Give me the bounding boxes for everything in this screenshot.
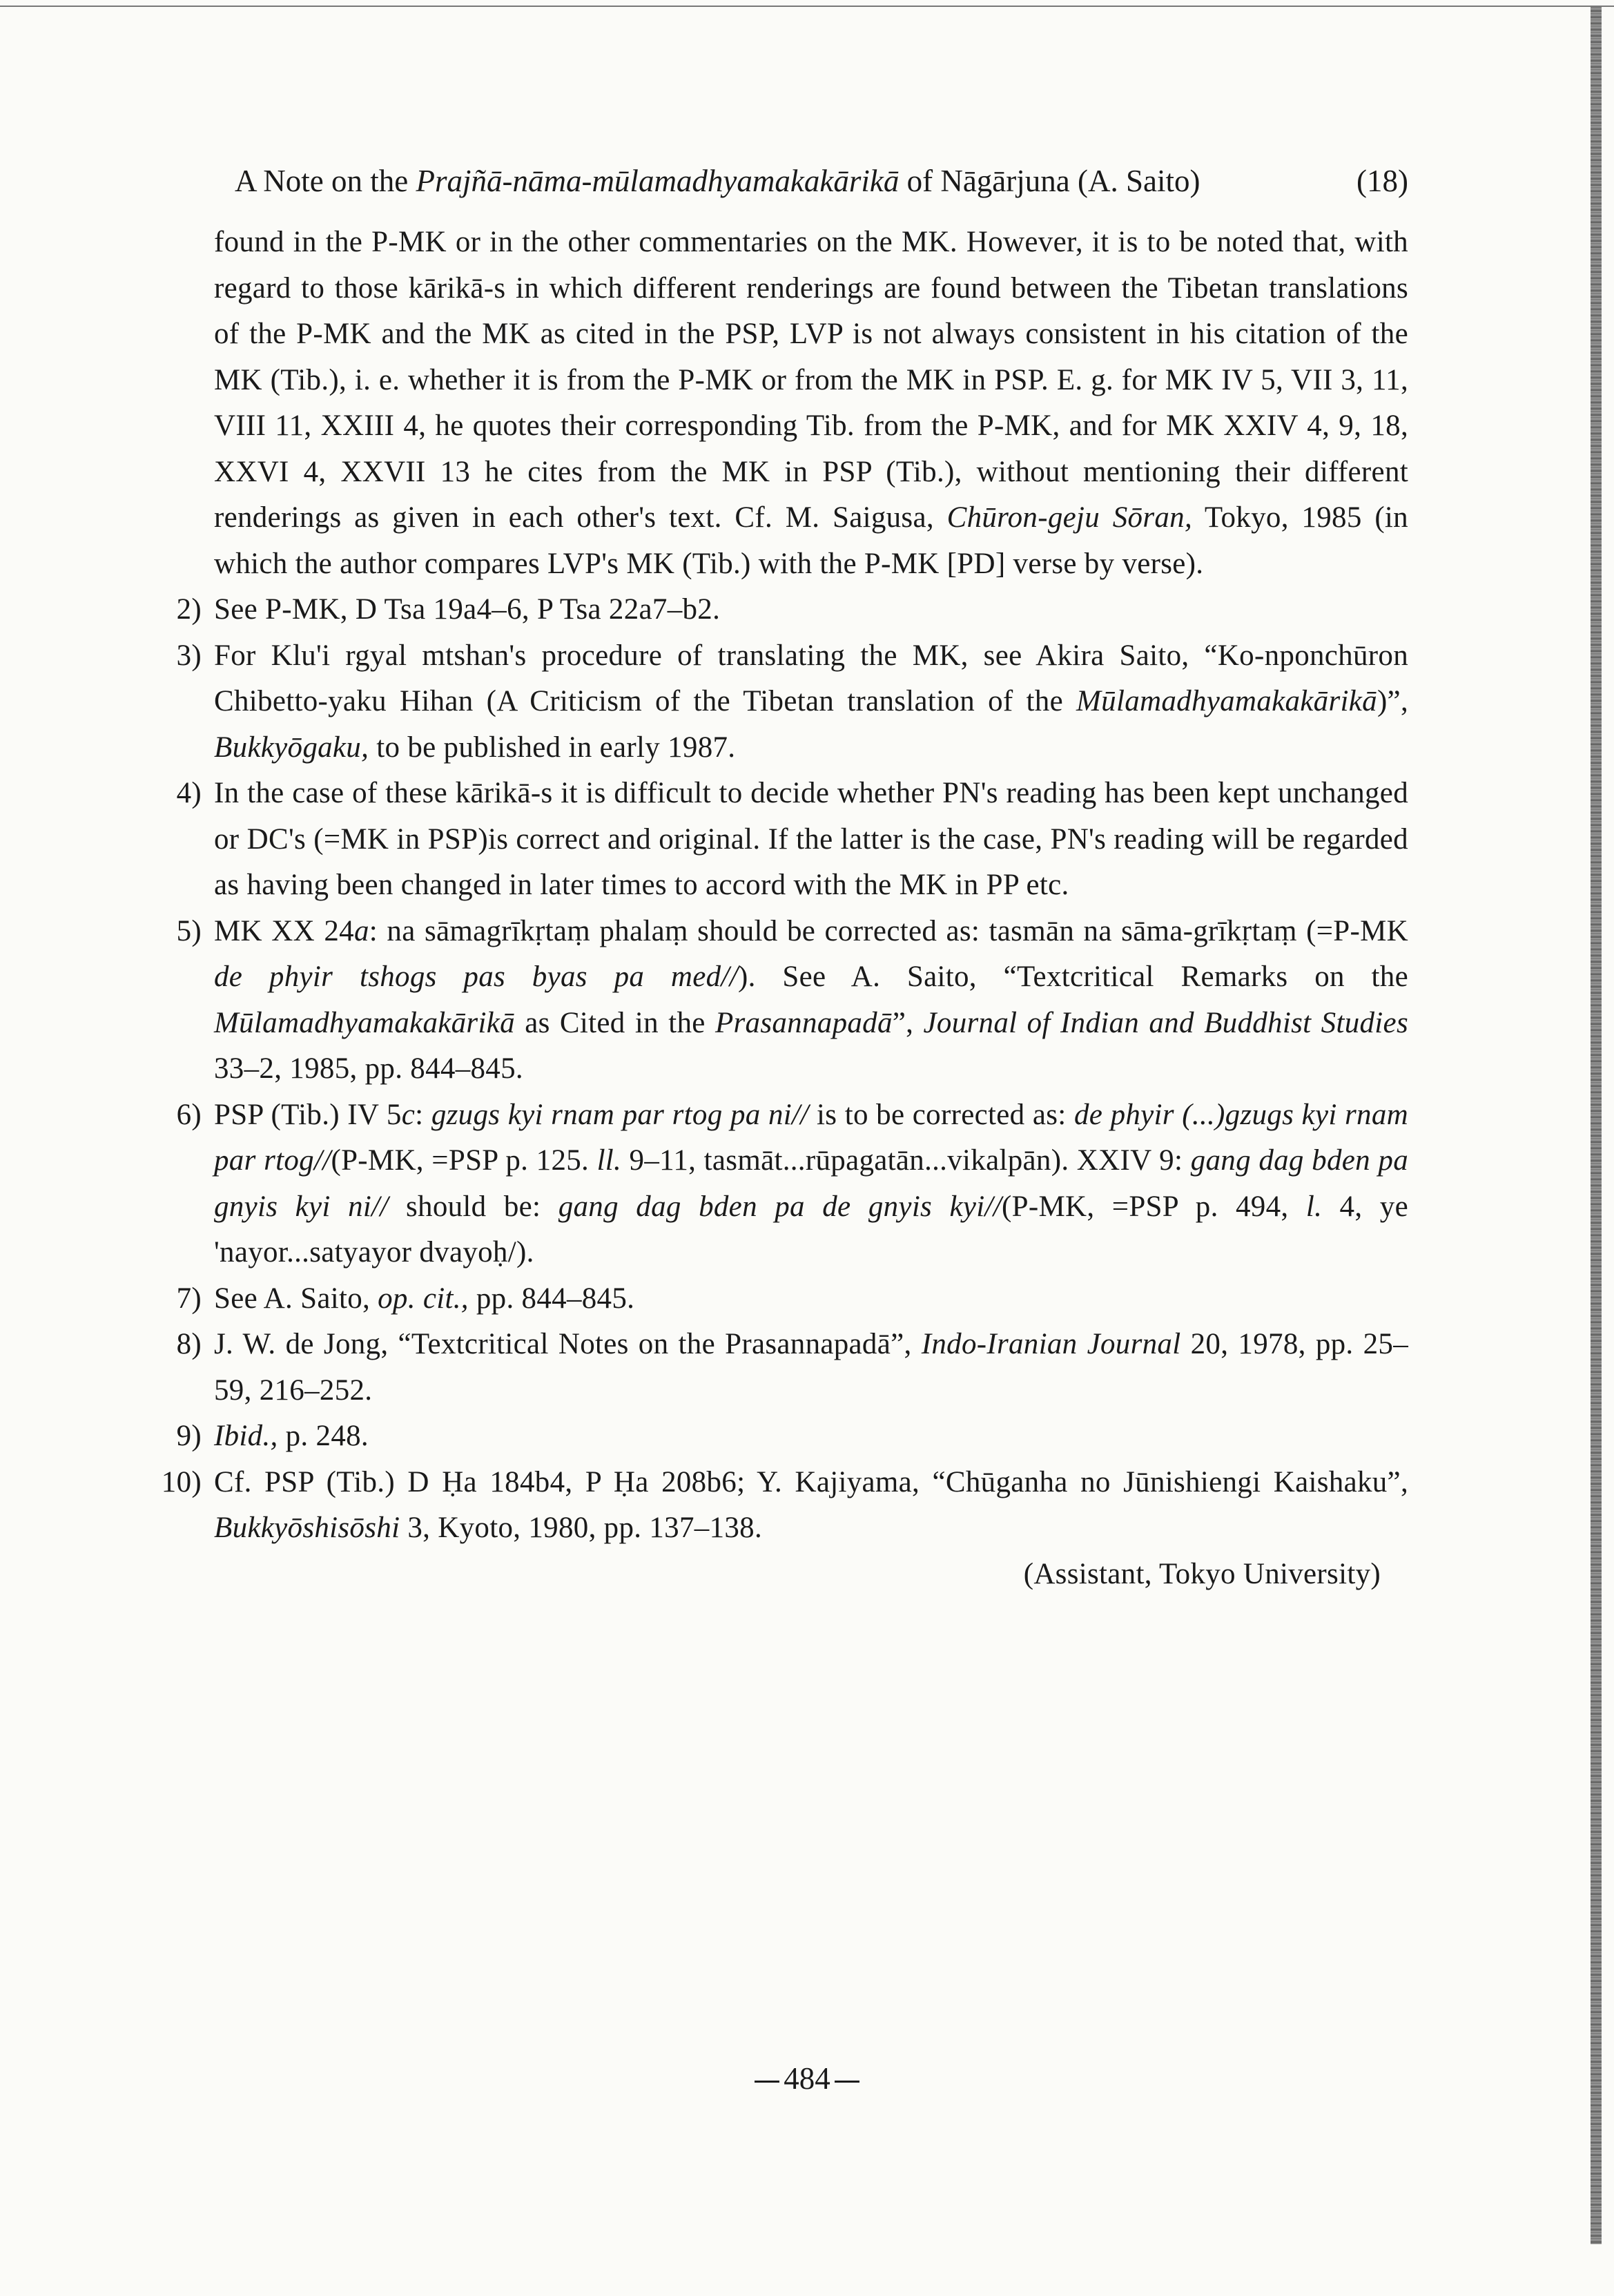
note-1-continuation: found in the P-MK or in the other commentaries on the MK. However, it is to be noted that, with regard to those kārikā-s in which different renderings are found between the Tibetan translations of the P-MK and the MK as cited in the PSP, LVP is not always consistent in his citation of the MK (Tib.), i. e. whether it is from the P-MK or from the MK in PSP. E. g. for MK IV 5, VII 3, 11, VIII 11, XXIII 4, he quotes their corresponding Tib. from the P-MK, and for MK XXIV 4, 9, 18, XXVI 4, XXVII 13 he cites from the MK in PSP (Tib.), without mentioning their different renderings as given in each other's text. Cf. M. Saigusa, Chūron-geju Sōran, Tokyo, 1985 (in which the author compares LVP's MK (Tib.) with the P-MK [PD] verse by verse). [214,226,1408,580]
dash-left [755,2081,779,2083]
note-3: 3) For Klu'i rgyal mtshan's procedure of translating the MK, see Akira Saito, “Ko-nponchūron Chibetto-yaku Hihan (A Criticism of the Tibetan translation of the Mūlamadhyamakakārikā)”, Bukkyōgaku, to be published in early 1987. [173,633,1408,771]
note-2: 2) See P-MK, D Tsa 19a4–6, P Tsa 22a7–b2. [173,587,1408,633]
note-5: 5) MK XX 24a: na sāmagrīkṛtaṃ phalaṃ should be corrected as: tasmān na sāma-grīkṛtaṃ (=P-MK de phyir tshogs pas byas pa med//). See A. Saito, “Textcritical Remarks on the Mūlamadhyamakakārikā as Cited in the Prasannapadā”, Journal of Indian and Buddhist Studies 33–2, 1985, pp. 844–845. [173,909,1408,1092]
header-suffix: of Nāgārjuna (A. Saito) [899,164,1200,198]
header-folio: (18) [1357,164,1408,198]
note-9: 9) Ibid., p. 248. [173,1414,1408,1460]
note-number: 3) [176,639,202,672]
note-number: 7) [176,1282,202,1315]
header-work-title: Prajñā-nāma-mūlamadhyamakakārikā [416,164,900,198]
note-number: 6) [176,1098,202,1131]
note-4: 4) In the case of these kārikā-s it is difficult to decide whether PN's reading has been kept unchanged or DC's (=MK in PSP)is correct and original. If the latter is the case, PN's reading will be regarded as having been changed in later times to accord with the MK in PP etc. [173,771,1408,909]
author-affiliation: (Assistant, Tokyo University) [1023,1557,1381,1590]
page-number: 484 [0,2058,1614,2099]
note-6: 6) PSP (Tib.) IV 5c: gzugs kyi rnam par rtog pa ni// is to be corrected as: de phyir (...)gzugs kyi rnam par rtog//(P-MK, =PSP p. 125. ll. 9–11, tasmāt...rūpagatān...vikalpān). XXIV 9: gang dag bden pa gnyis kyi ni// should be: gang dag bden pa de gnyis kyi//(P-MK, =PSP p. 494, l. 4, ye 'nayor...satyayor dvayoḥ/). [173,1092,1408,1276]
running-header [235,160,1408,202]
footnotes-body [161,220,1409,1597]
note-8: 8) J. W. de Jong, “Textcritical Notes on the Prasannapadā”, Indo-Iranian Journal 20, 1978, pp. 25–59, 216–252. [173,1322,1408,1414]
note-number: 9) [176,1420,202,1452]
note-number: 4) [176,777,202,809]
note-7: 7) See A. Saito, op. cit., pp. 844–845. [173,1276,1408,1322]
note-number: 2) [176,593,202,626]
scan-binding-edge [1591,7,1602,2244]
note-number: 5) [176,914,202,947]
header-prefix: A Note on the [235,164,416,198]
dash-right [835,2081,859,2083]
note-number: 10) [161,1465,202,1498]
note-10: 10) Cf. PSP (Tib.) D Ḥa 184b4, P Ḥa 208b6; Y. Kajiyama, “Chūganha no Jūnishiengi Kaishaku”, Bukkyōshisōshi 3, Kyoto, 1980, pp. 137–138. [173,1460,1408,1552]
note-number: 8) [176,1328,202,1360]
scan-top-edge [0,0,1614,7]
